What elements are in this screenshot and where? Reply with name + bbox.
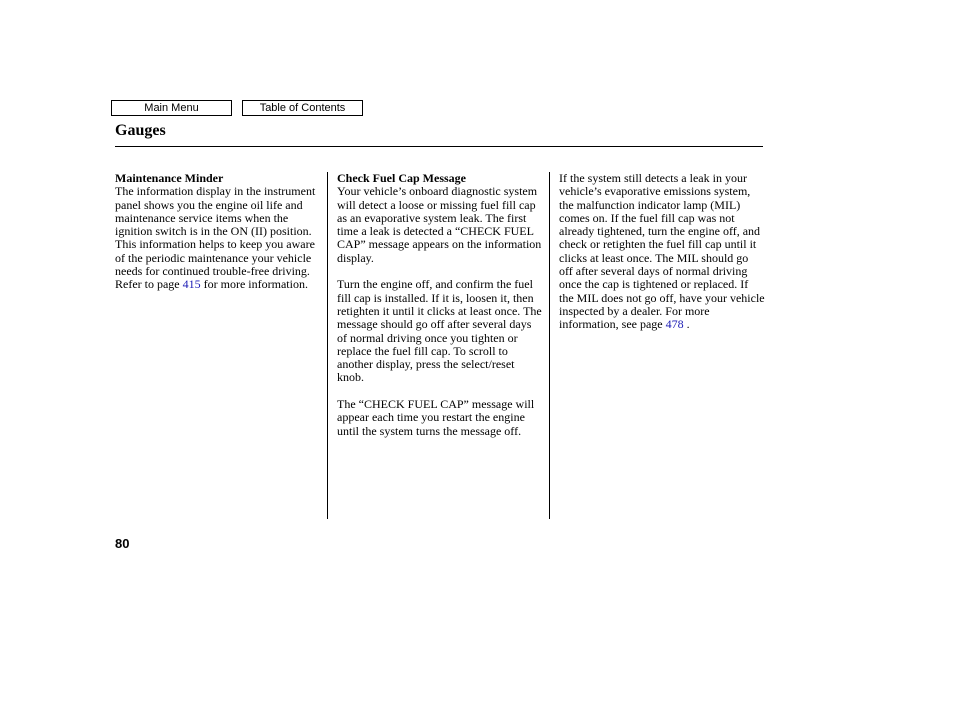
check-fuel-cap-paragraph-3: The “CHECK FUEL CAP” message will appear each time you restart the engine until the system turns the message off.: [337, 397, 535, 438]
table-of-contents-button[interactable]: Table of Contents: [242, 100, 363, 116]
column-leak-detection: [559, 172, 765, 345]
section-title: Gauges: [115, 122, 166, 139]
check-fuel-cap-heading: Check Fuel Cap Message: [337, 171, 466, 185]
maintenance-minder-body: The information display in the instrument panel shows you the engine oil life and maintenance service items when the ignition switch is in the ON (II) position. This information helps to keep you aware of the periodic maintenance your vehicle needs for continued trouble-free driving. Refer to page: [115, 184, 316, 292]
leak-detection-body: If the system still detects a leak in your vehicle’s evaporative emissions system, the malfunction indicator lamp (MIL) comes on. If the fuel fill cap was not already tightened, turn the engine off, and check or retighten the fuel fill cap until it clicks at least once. The MIL should go off after several days of normal driving once the cap is tightened or replaced. If the MIL does not go off, have your vehicle inspected by a dealer. For more information, see page: [559, 171, 765, 332]
column-check-fuel-cap: [337, 172, 543, 451]
column-divider-1: [327, 172, 328, 519]
column-divider-2: [549, 172, 550, 519]
page-415-link[interactable]: 415: [182, 277, 201, 292]
title-divider: [115, 146, 763, 147]
leak-detection-body-end: .: [683, 317, 690, 332]
maintenance-minder-text: [115, 185, 321, 291]
column-maintenance-minder: [115, 172, 321, 305]
maintenance-minder-body-end: for more information.: [200, 277, 308, 292]
page-478-link[interactable]: 478: [665, 317, 684, 332]
page-number: 80: [115, 536, 130, 551]
main-menu-button[interactable]: Main Menu: [111, 100, 232, 116]
check-fuel-cap-paragraph-1: Your vehicle’s onboard diagnostic system will detect a loose or missing fuel fill cap as an evaporative system leak. The first time a leak is detected a “CHECK FUEL CAP” message appears on the information display.: [337, 184, 542, 265]
check-fuel-cap-paragraph-2: Turn the engine off, and confirm the fuel fill cap is installed. If it is, loosen it, then retighten it until it clicks at least once. The message should go off after several days of normal driving once you tighten or replace the fuel fill cap. To scroll to another display, press the select/reset knob.: [337, 277, 542, 385]
maintenance-minder-heading: Maintenance Minder: [115, 171, 224, 185]
leak-detection-text: [559, 172, 765, 332]
